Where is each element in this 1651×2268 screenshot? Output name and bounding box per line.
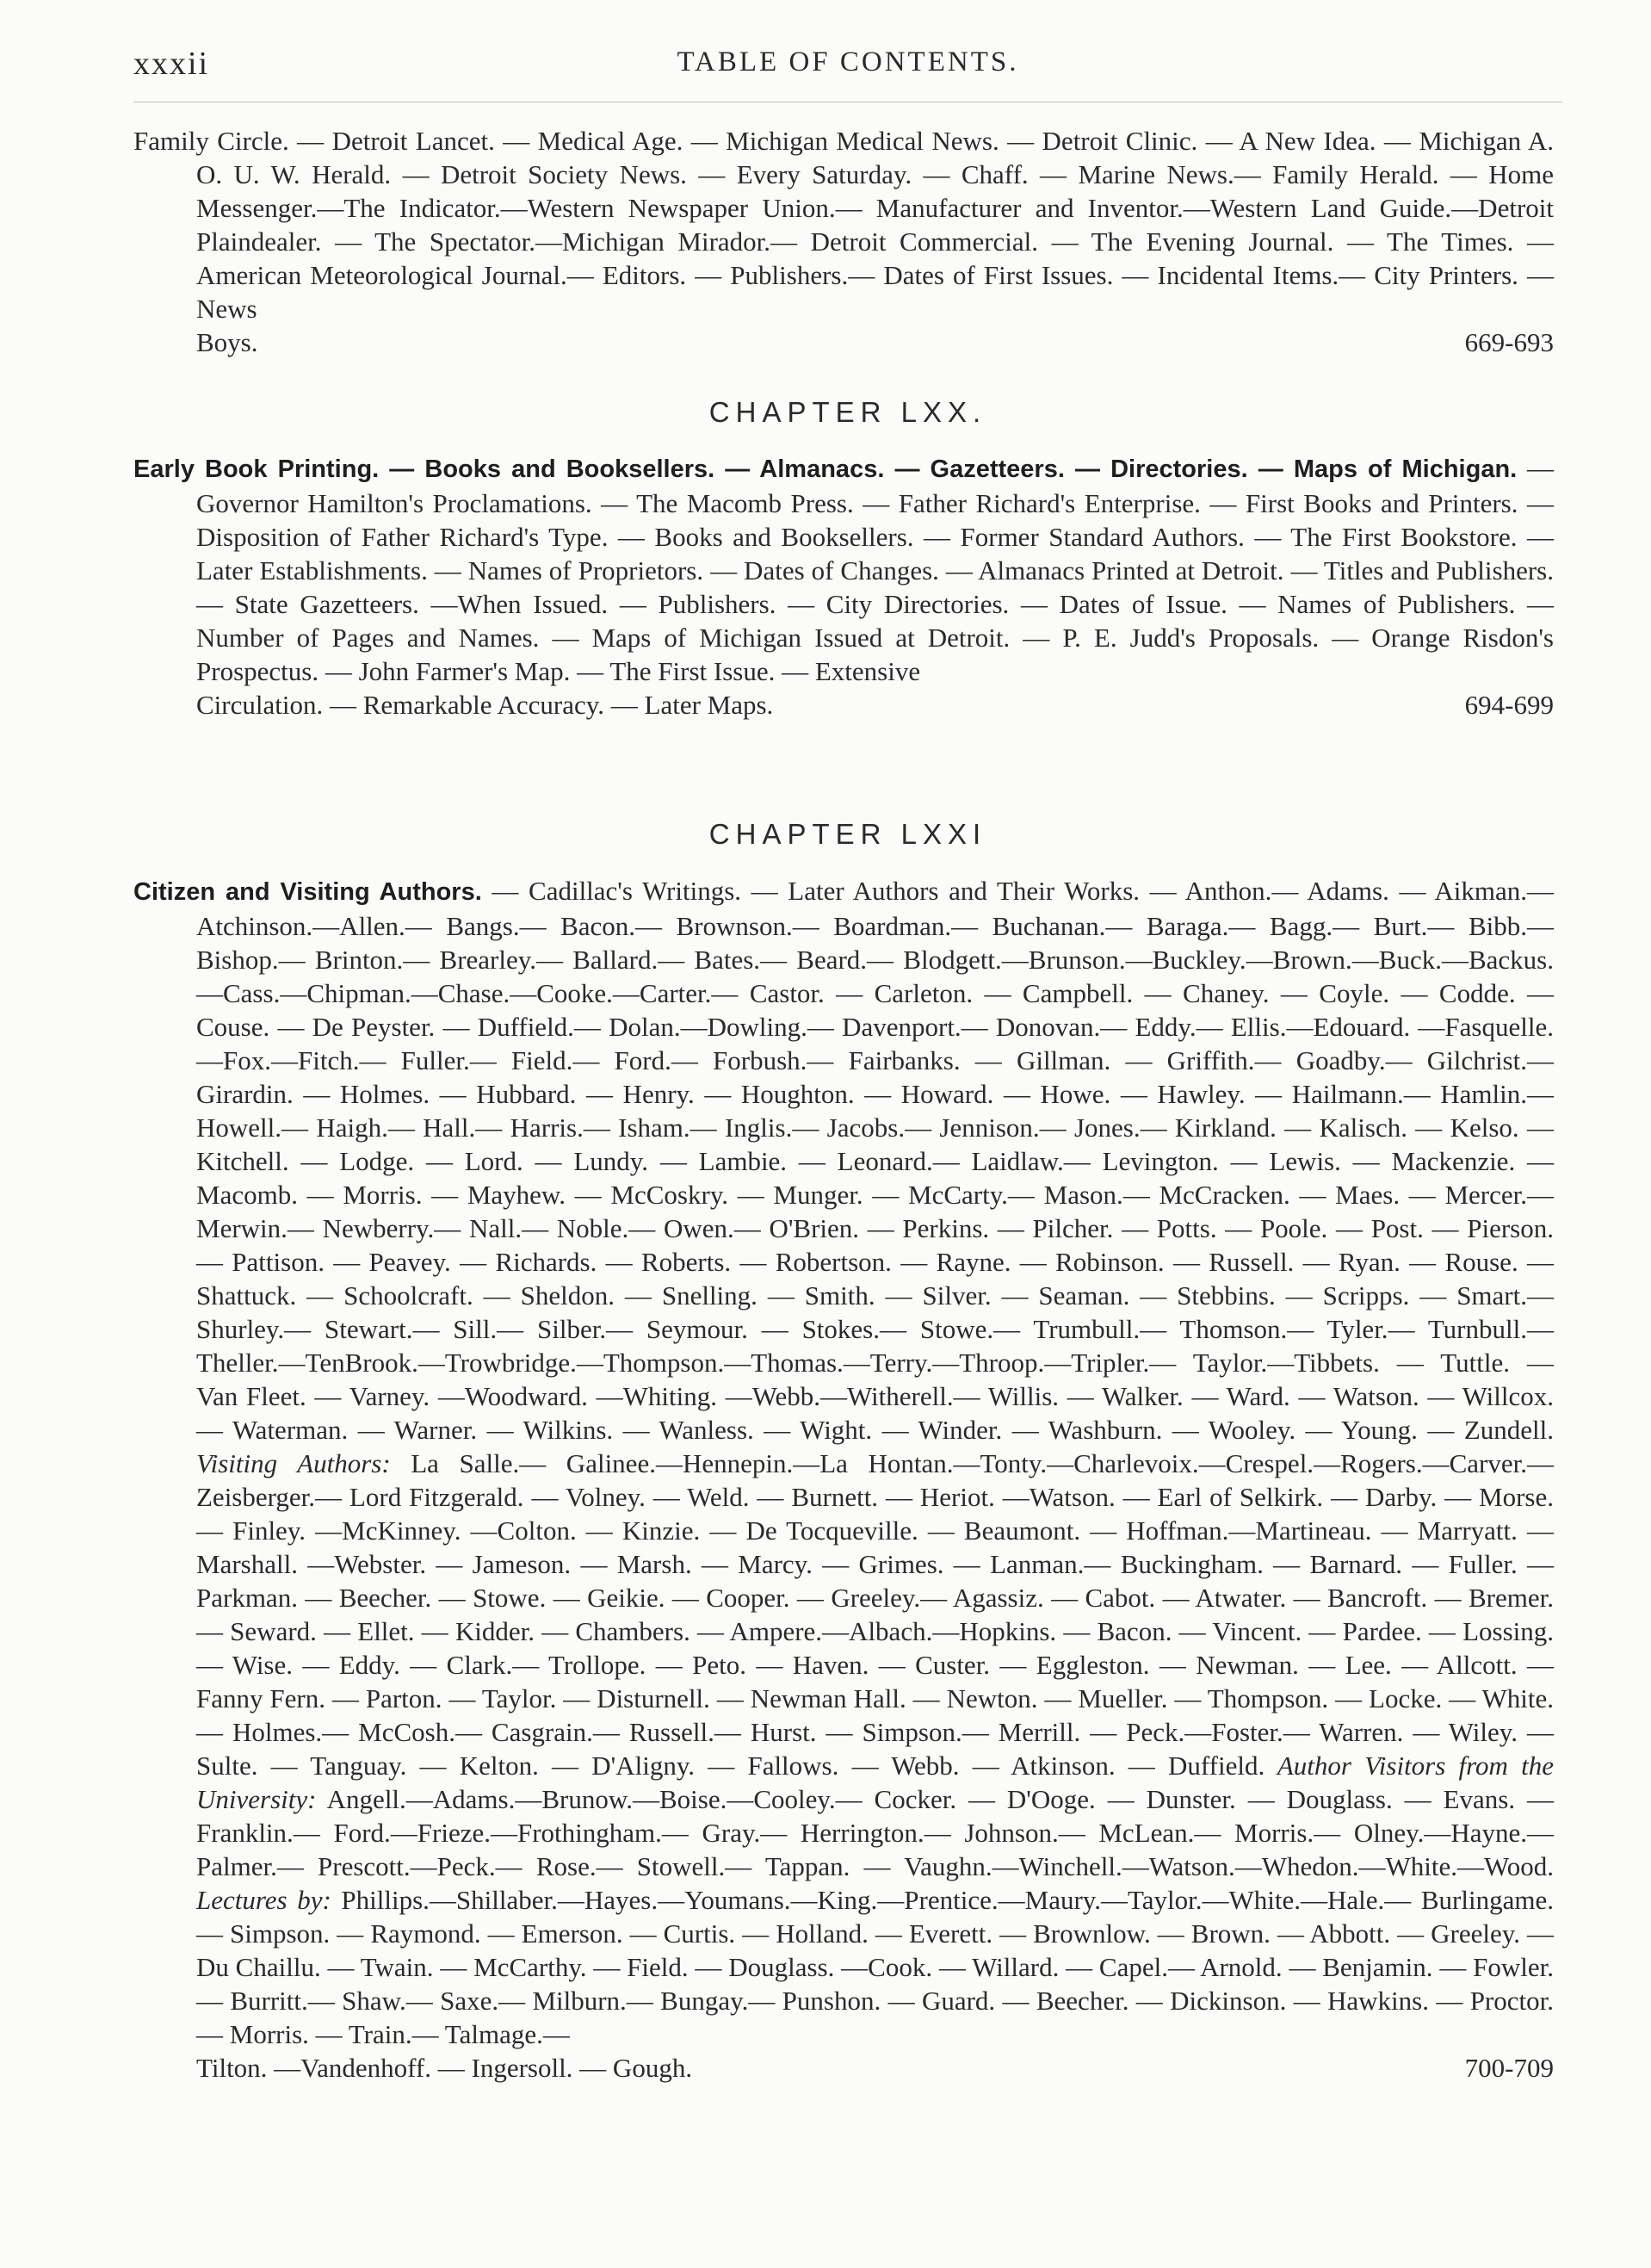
subheading-university-visitors: Author Visitors from the University: bbox=[196, 1751, 1554, 1814]
contents-paragraph bbox=[133, 124, 1554, 325]
contents-last-line bbox=[133, 688, 1554, 722]
contents-text: — Cadillac's Writings. — Later Authors and Their Works. — Anthon.— Adams. — Aikman.—Atchinson.—Allen.— Bangs.— Bacon.— Brownson.— Boardman.— Buchanan.— Baraga.— Bagg.— Burt.— Bibb.— Bishop.— Brinton.— Brearley.— Ballard.— Bates.— Beard.— Blodgett.—Brunson.—Buckley.—Brown.—Buck.—Backus.—Cass.—Chipman.—Chase.—Cooke.—Carter.— Castor. — Carleton. — Campbell. — Chaney. — Coyle. — Codde. — Couse. — De Peyster. — Duffield.— Dolan.—Dowling.— Davenport.— Donovan.— Eddy.— Ellis.—Edouard. —Fasquelle.—Fox.—Fitch.— Fuller.— Field.— Ford.— Forbush.— Fairbanks. — Gillman. — Griffith.— Goadby.— Gilchrist.— Girardin. — Holmes. — Hubbard. — Henry. — Houghton. — Howard. — Howe. — Hawley. — Hailmann.— Hamlin.— Howell.— Haigh.— Hall.— Harris.— Isham.— Inglis.— Jacobs.— Jennison.— Jones.— Kirkland. — Kalisch. — Kelso. — Kitchell. — Lodge. — Lord. — Lundy. — Lambie. — Leonard.— Laidlaw.— Levington. — Lewis. — Mackenzie. — Macomb. — Morris. — Mayhew. — McCoskry. — Munger. — McCarty.— Mason.— McCracken. — Maes. — Mercer.— Merwin.— Newberry.— Nall.— Noble.— Owen.— O'Brien. — Perkins. — Pilcher. — Potts. — Poole. — Post. — Pierson. — Pattison. — Peavey. — Richards. — Roberts. — Robertson. — Rayne. — Robinson. — Russell. — Ryan. — Rouse. — Shattuck. — Schoolcraft. — Sheldon. — Snelling. — Smith. — Silver. — Seaman. — Stebbins. — Scripps. — Smart.— Shurley.— Stewart.— Sill.— Silber.— Seymour. — Stokes.— Stowe.— Trumbull.— Thomson.— Tyler.— Turnbull.—Theller.—TenBrook.—Trowbridge.—Thompson.—Thomas.—Terry.—Throop.—Tripler.— Taylor.—Tibbets. — Tuttle. — Van Fleet. — Varney. —Woodward. —Whiting. —Webb.—Witherell.— Willis. — Walker. — Ward. — Watson. — Willcox. — Waterman. — Warner. — Wilkins. — Wanless. — Wight. — Winder. — Washburn. — Wooley. — Young. — Zundell. bbox=[196, 876, 1554, 1445]
subheading-lectures: Lectures by: bbox=[196, 1885, 331, 1915]
chapter-heading-lxx: CHAPTER LXX. bbox=[708, 396, 987, 428]
chapter-lead-topics: Citizen and Visiting Authors. bbox=[133, 878, 482, 906]
chapter-lxx-contents bbox=[133, 451, 1554, 722]
contents-text: Phillips.—Shillaber.—Hayes.—Youmans.—King.—Prentice.—Maury.—Taylor.—White.—Hale.— Burlingame. — Simpson. — Raymond. — Emerson. — Curtis. — Holland. — Everett. — Brownlow. — Brown. — Abbott. — Greeley. — Du Chaillu. — Twain. — McCarthy. — Field. — Douglass. —Cook. — Willard. — Capel.— Arnold. — Benjamin. — Fowler. — Burritt.— Shaw.— Saxe.— Milburn.— Bungay.— Punshon. — Guard. — Beecher. — Dickinson. — Hawkins. — Proctor. — Morris. — Train.— Talmage.— bbox=[196, 1885, 1554, 2049]
contents-last-line bbox=[133, 325, 1554, 359]
page-range: 700-709 bbox=[1464, 2053, 1554, 2083]
contents-paragraph bbox=[133, 874, 1554, 2051]
contents-text: Family Circle. — Detroit Lancet. — Medical Age. — Michigan Medical News. — Detroit Clinic. — A New Idea. — Michigan A. O. U. W. Herald. — Detroit Society News. — Every Saturday. — Chaff. — Marine News.— Family Herald. — Home Messenger.—The Indicator.—Western Newspaper Union.— Manufacturer and Inventor.—Western Land Guide.—Detroit Plaindealer. — The Spectator.—Michigan Mirador.— Detroit Commercial. — The Evening Journal. — The Times. — American Meteorological Journal.— Editors. — Publishers.— Dates of First Issues. — Incidental Items.— City Printers. — News bbox=[133, 126, 1554, 324]
contents-text-end: Circulation. — Remarkable Accuracy. — Later Maps. bbox=[196, 690, 774, 720]
contents-text: Angell.—Adams.—Brunow.—Boise.—Cooley.— Cocker. — D'Ooge. — Dunster. — Douglass. — Evans. — Franklin.— Ford.—Frieze.—Frothingham.— Gray.— Herrington.— Johnson.— McLean.— Morris.— Olney.—Hayne.— Palmer.— Prescott.—Peck.— Rose.— Stowell.— Tappan. — Vaughn.—Winchell.—Watson.—Whedon.—White.—Wood. bbox=[196, 1784, 1554, 1881]
chapter-lxxi-contents bbox=[133, 874, 1554, 2085]
contents-text-end: Boys. bbox=[196, 327, 258, 357]
contents-text: — Governor Hamilton's Proclamations. — The Macomb Press. — Father Richard's Enterprise. — First Books and Printers. — Disposition of Father Richard's Type. — Books and Booksellers. — Former Standard Authors. — The First Bookstore. — Later Establishments. — Names of Proprietors. — Dates of Changes. — Almanacs Printed at Detroit. — Titles and Publishers. — State Gazetteers. —When Issued. — Publishers. — City Directories. — Dates of Issue. — Names of Publishers. — Number of Pages and Names. — Maps of Michigan Issued at Detroit. — P. E. Judd's Proposals. — Orange Risdon's Prospectus. — John Farmer's Map. — The First Issue. — Extensive bbox=[196, 453, 1555, 686]
page-title: TABLE OF CONTENTS. bbox=[677, 46, 1019, 77]
page-range: 669-693 bbox=[1464, 327, 1554, 357]
contents-text: La Salle.— Galinee.—Hennepin.—La Hontan.—Tonty.—Charlevoix.—Crespel.—Rogers.—Carver.—Zeisberger.— Lord Fitzgerald. — Volney. — Weld. — Burnett. — Heriot. —Watson. — Earl of Selkirk. — Darby. — Morse. — Finley. —McKinney. —Colton. — Kinzie. — De Tocqueville. — Beaumont. — Hoffman.—Martineau. — Marryatt. — Marshall. —Webster. — Jameson. — Marsh. — Marcy. — Grimes. — Lanman.— Buckingham. — Barnard. — Fuller. — Parkman. — Beecher. — Stowe. — Geikie. — Cooper. — Greeley.— Agassiz. — Cabot. — Atwater. — Bancroft. — Bremer. — Seward. — Ellet. — Kidder. — Chambers. — Ampere.—Albach.—Hopkins. — Bacon. — Vincent. — Pardee. — Lossing. — Wise. — Eddy. — Clark.— Trollope. — Peto. — Haven. — Custer. — Eggleston. — Newman. — Lee. — Allcott. — Fanny Fern. — Parton. — Taylor. — Disturnell. — Newman Hall. — Newton. — Mueller. — Thompson. — Locke. — White.— Holmes.— McCosh.— Casgrain.— Russell.— Hurst. — Simpson.— Merrill. — Peck.—Foster.— Warren. — Wiley. — Sulte. — Tanguay. — Kelton. — D'Aligny. — Fallows. — Webb. — Atkinson. — Duffield. bbox=[196, 1448, 1555, 1781]
contents-last-line bbox=[133, 2051, 1554, 2085]
page-number: xxxii bbox=[133, 46, 210, 82]
contents-text-end: Tilton. —Vandenhoff. — Ingersoll. — Gough. bbox=[196, 2053, 693, 2083]
chapter-lead-topics: Early Book Printing. — Books and Booksellers. — Almanacs. — Gazetteers. — Directories. — Maps of Michigan. bbox=[133, 455, 1518, 483]
chapter-lxix-continuation bbox=[133, 124, 1554, 359]
chapter-heading-lxxi: CHAPTER LXXI bbox=[708, 818, 987, 850]
page-range: 694-699 bbox=[1464, 690, 1554, 720]
running-head bbox=[133, 45, 1562, 82]
subheading-visiting-authors: Visiting Authors: bbox=[196, 1448, 391, 1478]
contents-paragraph bbox=[133, 451, 1554, 688]
